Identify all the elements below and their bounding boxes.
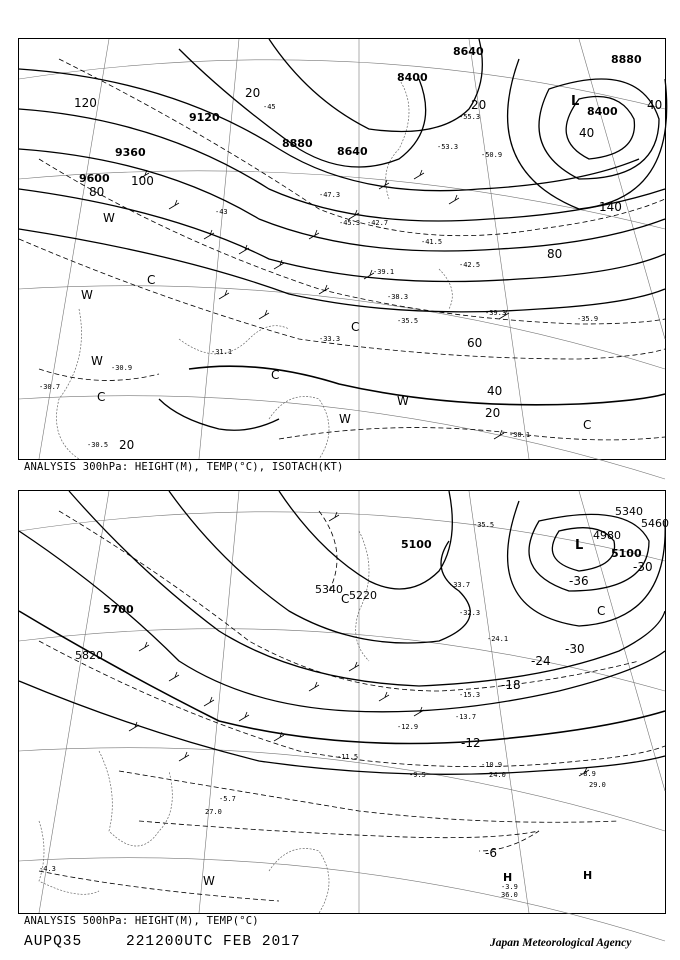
height-label: 8880 <box>611 53 642 66</box>
height-label: 5340 <box>315 583 343 596</box>
wind-barbs <box>139 170 509 439</box>
temp-label: -33.7 <box>449 581 471 589</box>
temp-label: -43 <box>215 208 228 216</box>
temp-label: -39.3 <box>485 309 507 317</box>
temp-label: -5.7 <box>219 795 236 803</box>
height-label: 8400 <box>397 71 428 84</box>
height-label: 5100 <box>401 538 432 551</box>
temp-label: -45 <box>263 103 276 111</box>
system-symbols <box>203 538 605 888</box>
isotherm-label: -36 <box>569 574 589 588</box>
temp-label: -9.5 <box>409 771 426 779</box>
valid-time: 221200UTC FEB 2017 <box>126 934 301 950</box>
temp-label: 27.0 <box>205 808 222 816</box>
temp-label: -24.1 <box>487 635 509 643</box>
isotach-label: 20 <box>245 86 261 100</box>
temp-label: -35.5 <box>397 317 419 325</box>
caption-500hpa: ANALYSIS 500hPa: HEIGHT(M), TEMP(°C) <box>24 915 259 927</box>
isotach-label: 80 <box>89 185 105 199</box>
height-label: 4980 <box>593 529 621 542</box>
height-label: 5340 <box>615 505 643 518</box>
isotach-label: 60 <box>467 336 483 350</box>
temp-label: -32.3 <box>459 609 481 617</box>
temperature-labels <box>39 521 606 899</box>
temp-label: -30.5 <box>87 441 109 449</box>
height-label: 5460 <box>641 517 669 530</box>
height-label: 5700 <box>103 603 134 616</box>
temp-label: 29.0 <box>589 781 606 789</box>
cold-marker: C <box>147 273 156 287</box>
temp-label: -4.3 <box>39 865 56 873</box>
warm-marker: W <box>397 394 409 408</box>
cold-marker: C <box>271 368 280 382</box>
isotach-label: 100 <box>131 174 154 188</box>
isotherm-label: -12 <box>461 736 481 750</box>
warm-marker: W <box>103 211 115 225</box>
temp-label: -10.9 <box>481 761 503 769</box>
cold-marker: C <box>597 604 606 618</box>
height-label: 5820 <box>75 649 103 662</box>
temp-label: -42.7 <box>367 219 389 227</box>
height-label: 5100 <box>611 547 642 560</box>
temp-label: -38.3 <box>387 293 409 301</box>
agency-name: Japan Meteorological Agency <box>490 937 632 949</box>
low-pressure-marker: L <box>575 538 584 553</box>
temp-label: -30.7 <box>39 383 61 391</box>
isotach-label: 140 <box>599 200 622 214</box>
temp-label: -53.3 <box>437 143 459 151</box>
height-contours <box>19 491 665 774</box>
temp-label: -35.5 <box>473 521 495 529</box>
temp-label: -30.9 <box>111 364 133 372</box>
temp-label: -50.9 <box>481 151 503 159</box>
temp-label: -15.3 <box>459 691 481 699</box>
temp-label: -13.7 <box>455 713 477 721</box>
temp-label: -33.3 <box>319 335 341 343</box>
cold-marker: C <box>341 592 350 606</box>
height-label: 9360 <box>115 146 146 159</box>
isotherm-label: -30 <box>565 642 585 656</box>
isotach-labels <box>74 86 662 452</box>
graticule <box>19 491 665 941</box>
isotach-label: 20 <box>471 98 487 112</box>
map-300hpa <box>19 39 665 459</box>
isotach-label: 40 <box>647 98 663 112</box>
isotach-label: 40 <box>579 126 595 140</box>
temp-label: -12.9 <box>397 723 419 731</box>
map-500hpa <box>19 491 669 913</box>
isotach-label: 40 <box>487 384 503 398</box>
isotherms <box>19 59 665 440</box>
temp-label: 36.0 <box>501 891 518 899</box>
warm-marker: W <box>339 412 351 426</box>
height-label: 8400 <box>587 105 618 118</box>
temp-label: -8.9 <box>579 770 596 778</box>
cold-marker: C <box>583 418 592 432</box>
cold-marker: C <box>351 320 360 334</box>
low-pressure-marker: L <box>571 94 580 109</box>
temp-label: -42.5 <box>459 261 481 269</box>
height-label: 8640 <box>337 145 368 158</box>
temp-label: -11.5 <box>337 753 359 761</box>
temp-label: -31.1 <box>211 348 233 356</box>
temp-label: 24.0 <box>489 771 506 779</box>
height-label: 9600 <box>79 172 110 185</box>
chart-id: AUPQ35 <box>24 934 83 950</box>
temp-label: -3.9 <box>501 883 518 891</box>
isotherm-label: -6 <box>485 846 497 860</box>
caption-300hpa: ANALYSIS 300hPa: HEIGHT(M), TEMP(°C), ISOTACH(KT) <box>24 461 344 473</box>
warm-marker: W <box>81 288 93 302</box>
temp-label: -30.1 <box>509 431 531 439</box>
temp-label: -55.3 <box>459 113 481 121</box>
high-pressure-marker: H <box>583 869 593 882</box>
isotach-label: 20 <box>119 438 135 452</box>
temp-label: -35.9 <box>577 315 599 323</box>
isotherm-label: -30 <box>633 560 653 574</box>
high-pressure-marker: H <box>503 871 513 884</box>
height-label: 5220 <box>349 589 377 602</box>
temp-label: -45.3 <box>339 219 361 227</box>
isotach-label: 120 <box>74 96 97 110</box>
temp-label: -39.1 <box>373 268 395 276</box>
height-label: 8880 <box>282 137 313 150</box>
isotherm-label: -18 <box>501 678 521 692</box>
isotach-label: 80 <box>547 247 563 261</box>
chart-500hpa <box>18 490 669 914</box>
height-label: 9120 <box>189 111 220 124</box>
isotherm-labels <box>461 560 653 860</box>
temp-label: -41.5 <box>421 238 443 246</box>
isotach-label: 20 <box>485 406 501 420</box>
warm-marker: W <box>91 354 103 368</box>
cold-marker: C <box>97 390 106 404</box>
warm-marker: W <box>203 874 215 888</box>
temp-label: -47.3 <box>319 191 341 199</box>
chart-300hpa <box>18 38 666 460</box>
isotherm-label: -24 <box>531 654 551 668</box>
height-label: 8640 <box>453 45 484 58</box>
